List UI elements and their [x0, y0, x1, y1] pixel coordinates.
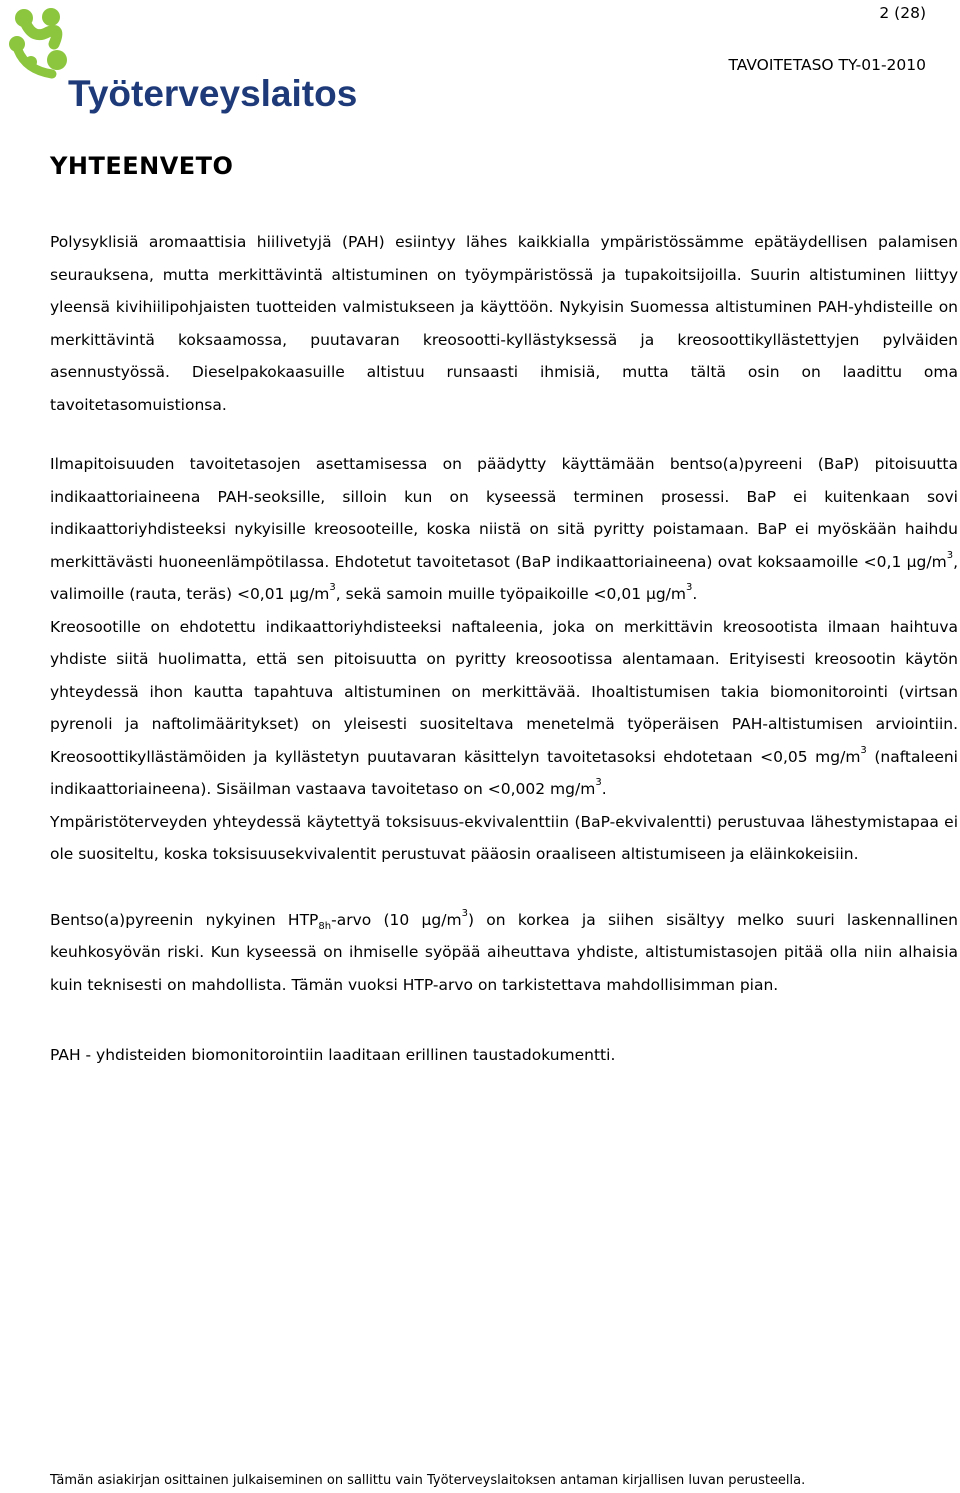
- logo-wordmark: Työterveyslaitos: [68, 73, 358, 114]
- superscript: 3: [329, 582, 336, 593]
- text-segment: .: [692, 585, 698, 603]
- text-segment: Ilmapitoisuuden tavoitetasojen asettamisessa on päädytty käyttämään bentso(a)pyreeni (BaP) pitoisuutta indikaattoriaineena PAH-seoksille, silloin kun on kyseessä terminen prosessi. BaP ei kuitenkaan sovi indikaattoriyhdisteeksi nykyisille kreosooteille, koska niistä on sitä pyritty poistamaan. BaP ei myöskään haihdu merkittävästi huoneenlämpötilassa. Ehdotetut tavoitetasot (BaP indikaattoriaineena) ovat koksaamoille <0,1 µg/m: [50, 455, 958, 571]
- footer-notice: Tämän asiakirjan osittainen julkaiseminen on sallittu vain Työterveyslaitoksen antaman kirjallisen luvan perusteella.: [50, 1473, 806, 1488]
- text-segment: (naftaleeni indikaattoriaineena). Sisäilman vastaava tavoitetaso on <0,002 mg/m: [50, 747, 958, 798]
- paragraph-toxicity-equivalent: Ympäristöterveyden yhteydessä käytettyä toksisuus-ekvivalenttiin (BaP-ekvivalentti) perustuvaa lähestymistapaa ei ole suositeltu, koska toksisuusekvivalentit perustuvat pääosin oraaliseen altistumiseen ja eläinkokeisiin.: [50, 812, 958, 863]
- subscript: 8h: [318, 920, 332, 932]
- paragraph-biomonitoring: PAH - yhdisteiden biomonitorointiin laaditaan erillinen taustadokumentti.: [50, 1046, 616, 1064]
- paragraph-creosote: [50, 611, 958, 806]
- text-segment: ) on korkea ja siihen sisältyy melko suuri laskennallinen keuhkosyövän riski. Kun kyseessä on ihmiselle syöpää aiheuttava yhdiste, altistumistasojen pitää olla niin alhaisia kuin teknisesti on mahdollista. Tämän vuoksi HTP-arvo on tarkistettava mahdollisimman pian.: [50, 910, 958, 994]
- document-code: TAVOITETASO TY-01-2010: [728, 56, 926, 74]
- superscript: 3: [946, 549, 954, 561]
- paragraph-intro: Polysyklisiä aromaattisia hiilivetyjä (PAH) esiintyy lähes kaikkialla ympäristössämme epätäydellisen palamisen seurauksena, mutta merkittävintä altistuminen on työympäristössä ja tupakoitsijoilla. Suurin altistuminen liittyy yleensä kivihiilipohjaisten tuotteiden valmistukseen ja käyttöön. Nykyisin Suomessa altistuminen PAH-yhdisteille on merkittävintä koksaamossa, puutavaran kreosootti-kyllästyksessä ja kreosoottikyllästettyjen pylväiden asennustyössä. Dieselpakokaasuille altistuu runsaasti ihmisiä, mutta tältä osin on laadittu oma tavoitetasomuistionsa.: [50, 233, 958, 414]
- logo-mark: [4, 4, 358, 114]
- page-title: YHTEENVETO: [50, 152, 234, 180]
- superscript: 3: [860, 744, 867, 756]
- text-segment: -arvo (10 µg/m: [331, 910, 462, 929]
- page-number: 2 (28): [879, 4, 926, 22]
- superscript: 3: [595, 777, 602, 788]
- text-segment: , valimoille (rauta, teräs) <0,01 µg/m: [50, 552, 958, 603]
- paragraph-bap-targets: [50, 448, 958, 611]
- summary-body: [50, 226, 958, 1072]
- text-segment: , sekä samoin muille työpaikoille <0,01 µg/m: [335, 585, 687, 603]
- superscript: 3: [686, 582, 693, 593]
- institution-logo: [4, 4, 358, 114]
- text-segment: Bentso(a)pyreenin nykyinen HTP: [50, 910, 319, 929]
- paragraph-htp-value: [50, 904, 958, 1002]
- superscript: 3: [461, 907, 468, 919]
- text-segment: Kreosootille on ehdotettu indikaattoriyhdisteeksi naftaleenia, joka on merkittävin kreosootista ilmaan haihtuva yhdiste siitä huolimatta, että sen pitoisuutta on pyritty kreosootissa alentamaan. Erityisesti kreosootin käytön yhteydessä ihon kautta tapahtuva altistuminen on merkittävää. Ihoaltistumisen takia biomonitorointi (virtsan pyrenoli ja naftolimääritykset) on yleisesti suositeltava menetelmä työperäisen PAH-altistumisen arviointiin. Kreosoottikyllästämöiden ja kyllästetyn puutavaran käsittelyn tavoitetasoksi ehdotetaan <0,05 mg/m: [50, 617, 958, 766]
- text-segment: .: [601, 780, 607, 798]
